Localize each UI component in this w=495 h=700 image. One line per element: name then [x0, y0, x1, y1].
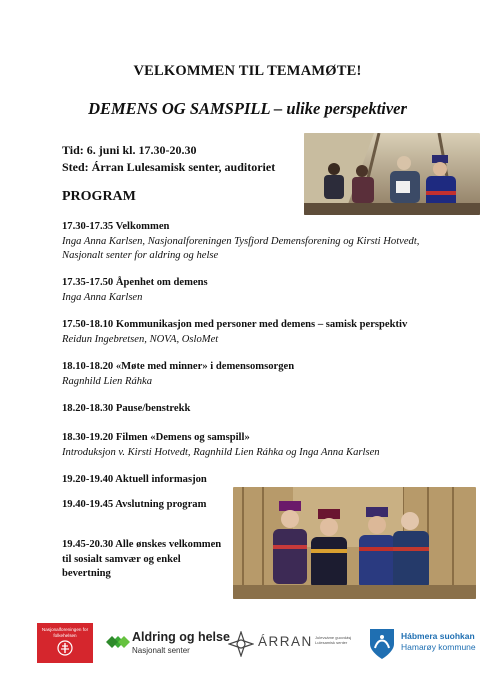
program-item-title: 17.30-17.35 Velkommen: [62, 221, 170, 232]
event-time: Tid: 6. juni kl. 17.30-20.30: [62, 143, 197, 157]
program-item-speaker: Introduksjon v. Kirsti Hotvedt, Ragnhild Lien Ráhka og Inga Anna Karlsen: [62, 446, 380, 458]
program-item-title: 19.45-20.30 Alle ønskes velkommen til sosialt samvær og enkel bevertning: [62, 539, 222, 579]
program-item-title: 17.50-18.10 Kommunikasjon med personer med demens – samisk perspektiv: [62, 319, 408, 330]
program-item: [62, 220, 442, 264]
double-cross-icon: [57, 640, 73, 656]
program-item-title: 19.40-19.45 Avslutning program: [62, 499, 207, 510]
logo-footer: [0, 618, 495, 673]
page-title: VELKOMMEN TIL TEMAMØTE!: [133, 63, 362, 79]
page-subtitle: DEMENS OG SAMSPILL – ulike perspektiver: [88, 99, 407, 118]
nasjonalforeningen-logo: Nasjonalforeningen for folkehelsen: [37, 623, 93, 663]
diamond-icon: [106, 630, 130, 654]
program-item: [62, 402, 442, 417]
program-item: [62, 360, 442, 389]
coat-of-arms-icon: [369, 628, 395, 660]
program-item-speaker: Inga Anna Karlsen: [62, 291, 143, 303]
event-info: [62, 142, 275, 176]
arran-logo: ÁRRAN Julevsáme guovdásj Lulesamisk senter: [228, 628, 368, 662]
program-item: [62, 431, 482, 460]
program-item: [62, 276, 442, 305]
program-item-speaker: Ragnhild Lien Ráhka: [62, 375, 153, 387]
lavvo-photo: [304, 133, 480, 215]
program-item-title: 18.20-18.30 Pause/benstrekk: [62, 403, 191, 414]
program-item: [62, 318, 482, 347]
star-icon: [228, 631, 254, 657]
group-photo: [233, 487, 476, 599]
aldring-og-helse-logo: Aldring og helse Nasjonalt senter: [106, 628, 226, 662]
program-item-title: 17.35-17.50 Åpenhet om demens: [62, 277, 208, 288]
program-item-title: 18.10-18.20 «Møte med minner» i demensomsorgen: [62, 361, 295, 372]
program-heading: PROGRAM: [62, 189, 136, 204]
event-place: Sted: Árran Lulesamisk senter, auditoriet: [62, 160, 276, 174]
program-item: [62, 538, 222, 582]
program-item-speaker: Inga Anna Karlsen, Nasjonalforeningen Tysfjord Demensforening og Kirsti Hotvedt, Nasjonalt senter for aldring og helse: [62, 235, 420, 261]
program-item-speaker: Reidun Ingebretsen, NOVA, OsloMet: [62, 333, 219, 345]
program-item-title: 18.30-19.20 Filmen «Demens og samspill»: [62, 432, 250, 443]
hamaroy-kommune-logo: Hábmera suohkan Hamarøy kommune: [369, 626, 489, 664]
program-item: [62, 473, 442, 488]
program-item-title: 19.20-19.40 Aktuell informasjon: [62, 474, 207, 485]
